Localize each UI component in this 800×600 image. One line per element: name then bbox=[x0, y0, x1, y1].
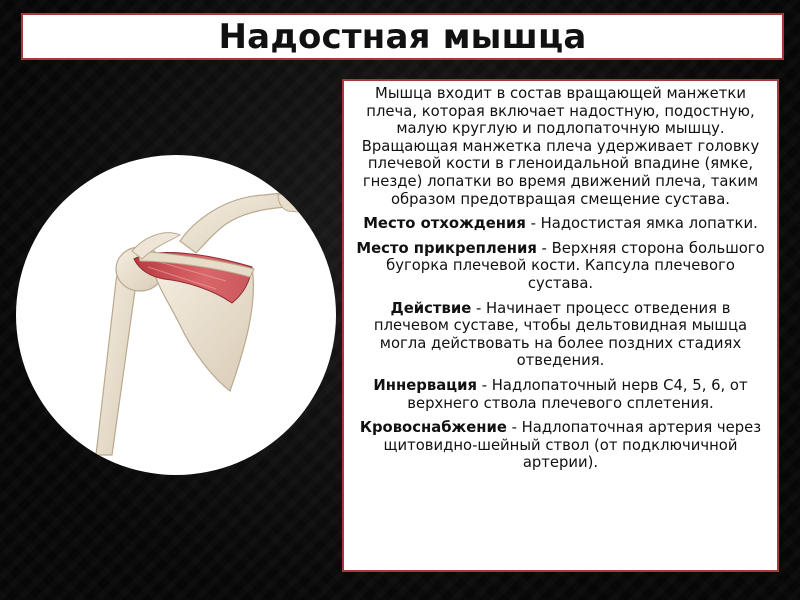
blood-supply-heading: Кровоснабжение bbox=[359, 419, 507, 437]
humerus-bone bbox=[96, 267, 136, 455]
origin-heading: Место отхождения bbox=[363, 215, 526, 233]
title-banner bbox=[21, 13, 784, 60]
shoulder-anatomy-illustration bbox=[16, 155, 336, 475]
shoulder-anatomy-drawing bbox=[16, 155, 336, 475]
origin-text: - Надостистая ямка лопатки. bbox=[525, 215, 758, 233]
action-text: - Начинает процесс отведения в плечевом суставе, чтобы дельтовидная мышца могла действовать на более поздних стадиях отведения. bbox=[373, 299, 748, 370]
origin-paragraph bbox=[352, 215, 769, 233]
action-heading: Действие bbox=[390, 299, 472, 317]
innervation-paragraph bbox=[352, 377, 769, 412]
blood-supply-paragraph bbox=[352, 419, 769, 472]
info-panel bbox=[342, 79, 779, 572]
slide-title: Надостная мышца bbox=[218, 16, 587, 57]
innervation-heading: Иннервация bbox=[373, 376, 478, 394]
clavicle-bone bbox=[180, 193, 294, 253]
insertion-paragraph bbox=[352, 240, 769, 293]
blood-supply-text: - Надлопаточная артерия через щитовидно-шейный ствол (от подключичной артерии). bbox=[383, 419, 762, 472]
intro-paragraph: Мышца входит в состав вращающей манжетки плеча, которая включает надостную, подостную, малую круглую и подлопаточную мышцу. Вращающая манжетка плеча удерживает головку плечевой кости в гленоидальной впадине (ямке, гнезде) лопатки во время движений плеча, таким образом предотвращая смещение сустава. bbox=[361, 85, 760, 208]
insertion-text: - Верхняя сторона большого бугорка плечевой кости. Капсула плечевого сустава. bbox=[386, 239, 765, 292]
action-paragraph bbox=[352, 300, 769, 370]
innervation-text: - Надлопаточный нерв С4, 5, 6, от верхнего ствола плечевого сплетения. bbox=[407, 376, 748, 412]
insertion-heading: Место прикрепления bbox=[356, 239, 537, 257]
